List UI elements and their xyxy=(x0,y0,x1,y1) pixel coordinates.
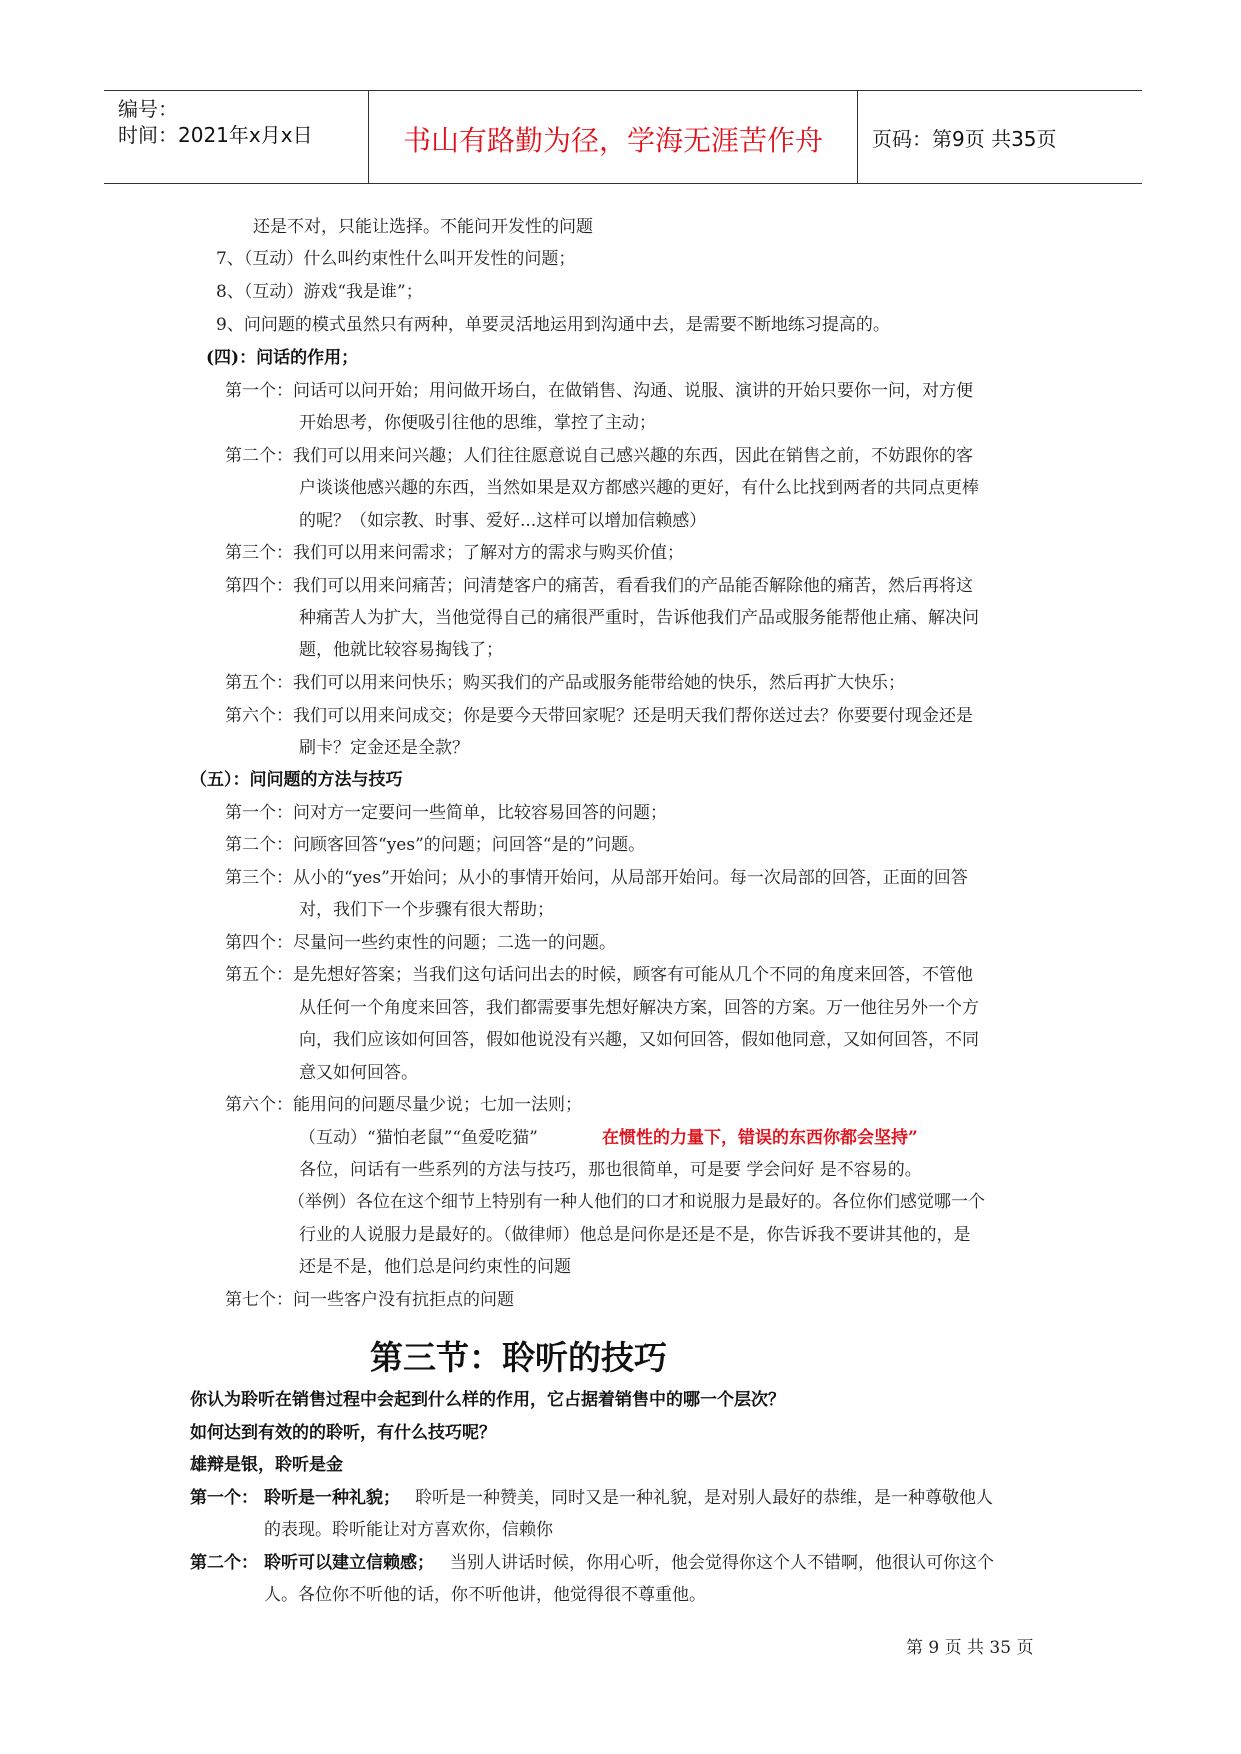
highlight-text: 在惯性的力量下，错误的东西你都会坚持” xyxy=(602,1128,918,1148)
header-motto-cell xyxy=(368,91,858,183)
page-header xyxy=(104,90,1142,184)
header-info-cell xyxy=(104,91,368,183)
text-line: 当别人讲话时候，你用心听，他会觉得你这个人不错啊，他很认可你这个 xyxy=(450,1553,994,1573)
text-line: 向，我们应该如何回答，假如他说没有兴趣，又如何回答，假如他同意，又如何回答，不同 xyxy=(299,1030,979,1050)
text-line: 第五个：是先想好答案；当我们这句话问出去的时候，顾客有可能从几个不同的角度来回答，不管他 xyxy=(225,965,973,985)
motto: 书山有路勤为径，学海无涯苦作舟 xyxy=(402,124,823,157)
text-line: 第四个：我们可以用来问痛苦；问清楚客户的痛苦，看看我们的产品能否解除他的痛苦，然后再将这 xyxy=(225,576,973,596)
number-label: 编号： xyxy=(118,97,178,121)
text-line: 第二个：问顾客回答“yes”的问题；问回答“是的”问题。 xyxy=(225,835,646,855)
text-line: 第四个：尽量问一些约束性的问题；二选一的问题。 xyxy=(225,933,616,953)
text-line: 从任何一个角度来回答，我们都需要事先想好解决方案，回答的方案。万一他往另外一个方 xyxy=(299,998,979,1018)
text-line: 第一个：问对方一定要问一些简单，比较容易回答的问题； xyxy=(225,803,667,823)
text-line: 第五个：我们可以用来问快乐；购买我们的产品或服务能带给她的快乐，然后再扩大快乐； xyxy=(225,673,905,693)
text-line: 意又如何回答。 xyxy=(299,1063,418,1083)
item-label: 第二个： xyxy=(190,1553,258,1573)
text-line: 第七个：问一些客户没有抗拒点的问题 xyxy=(225,1290,514,1310)
text-line: 的呢？（如宗教、时事、爱好...这样可以增加信赖感） xyxy=(299,511,707,531)
item-label: 第一个： xyxy=(190,1488,258,1508)
text-line: 聆听是一种赞美，同时又是一种礼貌，是对别人最好的恭维，是一种尊敬他人 xyxy=(415,1488,993,1508)
text-line: 行业的人说服力是最好的。（做律师）他总是问你是还是不是，你告诉我不要讲其他的，是 xyxy=(299,1225,971,1245)
item-heading: 聆听可以建立信赖感； xyxy=(264,1553,434,1573)
section-heading: （五）：问问题的方法与技巧 xyxy=(190,770,403,790)
page-label: 页码：第9页 共35页 xyxy=(872,127,1057,151)
item-heading: 聆听是一种礼貌； xyxy=(264,1488,400,1508)
bold-line: 你认为聆听在销售过程中会起到什么样的作用，它占据着销售中的哪一个层次？ xyxy=(190,1390,785,1410)
time-label: 时间：2021年x月x日 xyxy=(118,123,313,147)
text-line: 还是不对，只能让选择。不能问开发性的问题 xyxy=(253,217,593,237)
text-line: 第三个：我们可以用来问需求；了解对方的需求与购买价值； xyxy=(225,543,684,563)
text-line: 9、问问题的模式虽然只有两种，单要灵活地运用到沟通中去，是需要不断地练习提高的。 xyxy=(216,315,890,335)
section-title: 第三节：聆听的技巧 xyxy=(370,1338,667,1377)
bold-line: 雄辩是银，聆听是金 xyxy=(190,1455,343,1475)
text-line: 第二个：我们可以用来问兴趣；人们往往愿意说自己感兴趣的东西，因此在销售之前，不妨跟你的客 xyxy=(225,446,973,466)
text-line: 对，我们下一个步骤有很大帮助； xyxy=(299,900,554,920)
bold-line: 如何达到有效的的聆听，有什么技巧呢？ xyxy=(190,1423,496,1443)
text-line: （互动）“猫怕老鼠”“鱼爱吃猫” xyxy=(299,1128,538,1148)
text-line: 第六个：我们可以用来问成交；你是要今天带回家呢？还是明天我们帮你送过去？你要要付现金还是 xyxy=(225,706,973,726)
text-line: （举例）各位在这个细节上特别有一种人他们的口才和说服力是最好的。各位你们感觉哪一个 xyxy=(288,1192,985,1212)
text-line: 题，他就比较容易掏钱了； xyxy=(299,640,503,660)
text-line: 还是不是，他们总是问约束性的问题 xyxy=(299,1257,571,1277)
text-line: 刷卡？定金还是全款？ xyxy=(299,738,469,758)
text-line: 7、（互动）什么叫约束性什么叫开发性的问题； xyxy=(216,249,576,269)
text-line: 户谈谈他感兴趣的东西，当然如果是双方都感兴趣的更好，有什么比找到两者的共同点更棒 xyxy=(299,478,979,498)
text-line: 第六个：能用问的问题尽量少说；七加一法则； xyxy=(225,1095,582,1115)
text-line: 第一个：问话可以问开始；用问做开场白，在做销售、沟通、说服、演讲的开始只要你一问，对方便 xyxy=(225,381,973,401)
text-line: 种痛苦人为扩大，当他觉得自己的痛很严重时，告诉他我们产品或服务能帮他止痛、解决问 xyxy=(299,608,979,628)
section-heading: (四)：问话的作用； xyxy=(206,348,359,368)
text-line: 开始思考，你便吸引往他的思维，掌控了主动； xyxy=(299,413,656,433)
text-line: 人。各位你不听他的话，你不听他讲，他觉得很不尊重他。 xyxy=(264,1585,706,1605)
text-line: 各位，问话有一些系列的方法与技巧，那也很简单，可是要 学会问好 是不容易的。 xyxy=(299,1160,922,1180)
text-line: 第三个：从小的“yes”开始问；从小的事情开始问，从局部开始问。每一次局部的回答，正面的回答 xyxy=(225,868,968,888)
text-line: 的表现。聆听能让对方喜欢你，信赖你 xyxy=(264,1520,553,1540)
header-page-cell xyxy=(858,91,1142,183)
text-line: 8、（互动）游戏“我是谁”； xyxy=(216,282,423,302)
page-footer: 第 9 页 共 35 页 xyxy=(906,1638,1034,1658)
